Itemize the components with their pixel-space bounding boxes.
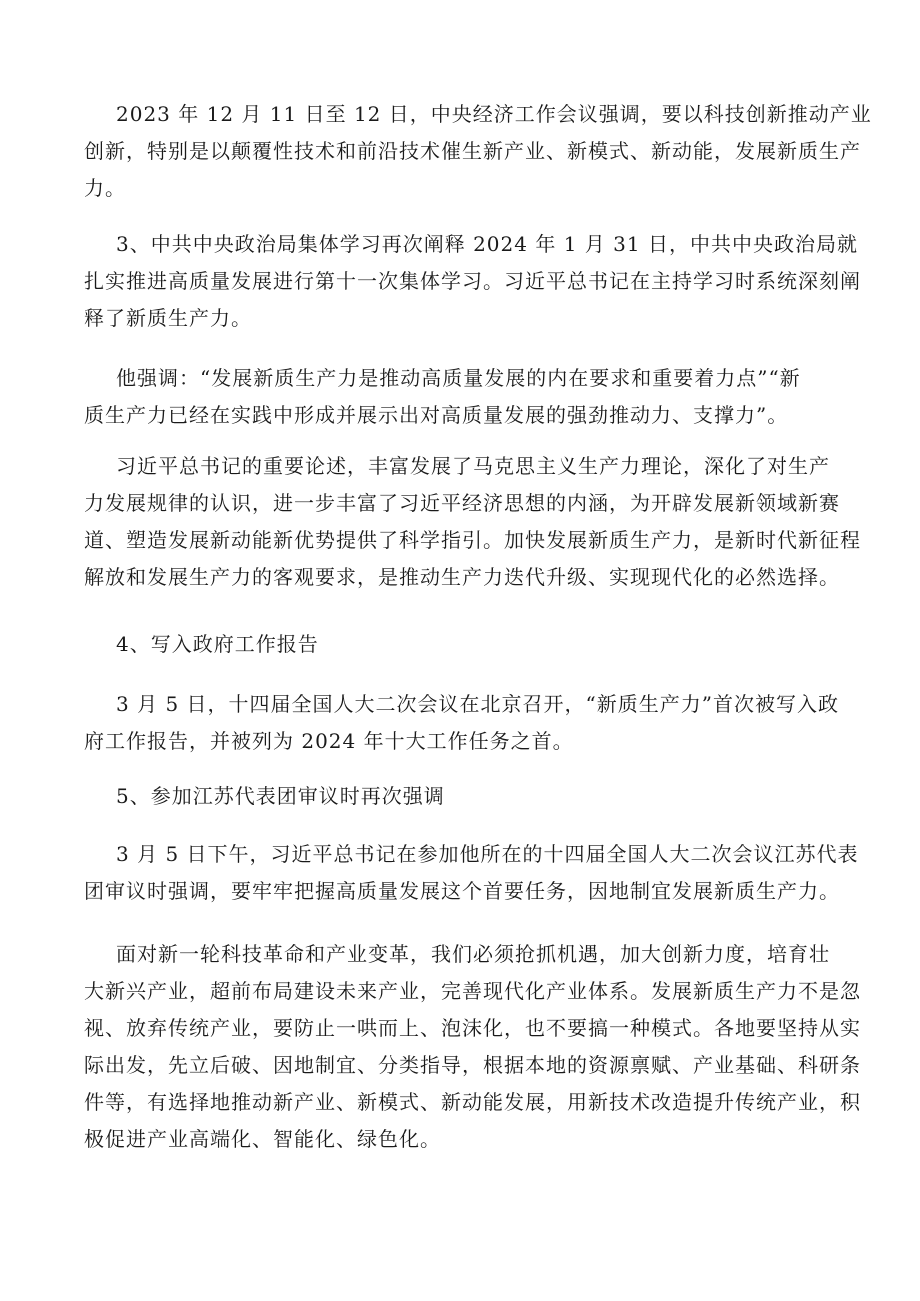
text-line: 道、塑造发展新动能新优势提供了科学指引。加快发展新质生产力，是新时代新征程 xyxy=(84,528,861,552)
text-line: 2023 年 12 月 11 日至 12 日，中央经济工作会议强调，要以科技创新推动产业 xyxy=(116,102,872,126)
paragraph-politburo-study xyxy=(84,226,861,337)
text-line: 视、放弃传统产业，要防止一哄而上、泡沫化，也不要搞一种模式。各地要坚持从实 xyxy=(84,1016,861,1040)
text-line: 面对新一轮科技革命和产业变革，我们必须抢抓机遇，加大创新力度，培育壮 xyxy=(116,942,830,966)
text-line: 力发展规律的认识，进一步丰富了习近平经济思想的内涵，为开辟发展新领域新赛 xyxy=(84,491,840,515)
text-line: 府工作报告，并被列为 2024 年十大工作任务之首。 xyxy=(84,729,574,753)
text-line: 力。 xyxy=(84,176,126,200)
paragraph-economic-work-conference xyxy=(84,96,872,207)
paragraph-industrial-transformation xyxy=(84,936,861,1158)
paragraph-jiangsu-review xyxy=(84,836,859,910)
paragraph-emphasis-quote xyxy=(84,360,856,434)
text-line: 创新，特别是以颠覆性技术和前沿技术催生新产业、新模式、新动能，发展新质生产 xyxy=(84,139,861,163)
text-line: 习近平总书记的重要论述，丰富发展了马克思主义生产力理论，深化了对生产 xyxy=(116,454,830,478)
text-line: 3 月 5 日，十四届全国人大二次会议在北京召开，“新质生产力”首次被写入政 xyxy=(116,692,839,716)
text-line: 际出发，先立后破、因地制宜、分类指导，根据本地的资源禀赋、产业基础、科研条 xyxy=(84,1053,861,1077)
paragraph-important-discourse xyxy=(84,448,861,596)
paragraph-npc-session xyxy=(84,686,856,760)
text-line: 件等，有选择地推动新产业、新模式、新动能发展，用新技术改造提升传统产业，积 xyxy=(84,1090,861,1114)
text-line: 4、写入政府工作报告 xyxy=(116,632,319,656)
text-line: 3 月 5 日下午，习近平总书记在参加他所在的十四届全国人大二次会议江苏代表 xyxy=(116,842,859,866)
section-heading-jiangsu-delegation xyxy=(116,778,856,815)
text-line: 他强调：“发展新质生产力是推动高质量发展的内在要求和重要着力点”“新 xyxy=(116,366,801,390)
text-line: 扎实推进高质量发展进行第十一次集体学习。习近平总书记在主持学习时系统深刻阐 xyxy=(84,269,861,293)
text-line: 大新兴产业，超前布局建设未来产业，完善现代化产业体系。发展新质生产力不是忽 xyxy=(84,979,861,1003)
section-heading-government-report xyxy=(116,626,856,663)
text-line: 质生产力已经在实践中形成并展示出对高质量发展的强劲推动力、支撑力”。 xyxy=(84,403,789,427)
text-line: 极促进产业高端化、智能化、绿色化。 xyxy=(84,1127,441,1151)
text-line: 团审议时强调，要牢牢把握高质量发展这个首要任务，因地制宜发展新质生产力。 xyxy=(84,879,840,903)
text-line: 3、中共中央政治局集体学习再次阐释 2024 年 1 月 31 日，中共中央政治局就 xyxy=(116,232,858,256)
text-line: 5、参加江苏代表团审议时再次强调 xyxy=(116,784,445,808)
text-line: 解放和发展生产力的客观要求，是推动生产力迭代升级、实现现代化的必然选择。 xyxy=(84,565,840,589)
text-line: 释了新质生产力。 xyxy=(84,306,252,330)
